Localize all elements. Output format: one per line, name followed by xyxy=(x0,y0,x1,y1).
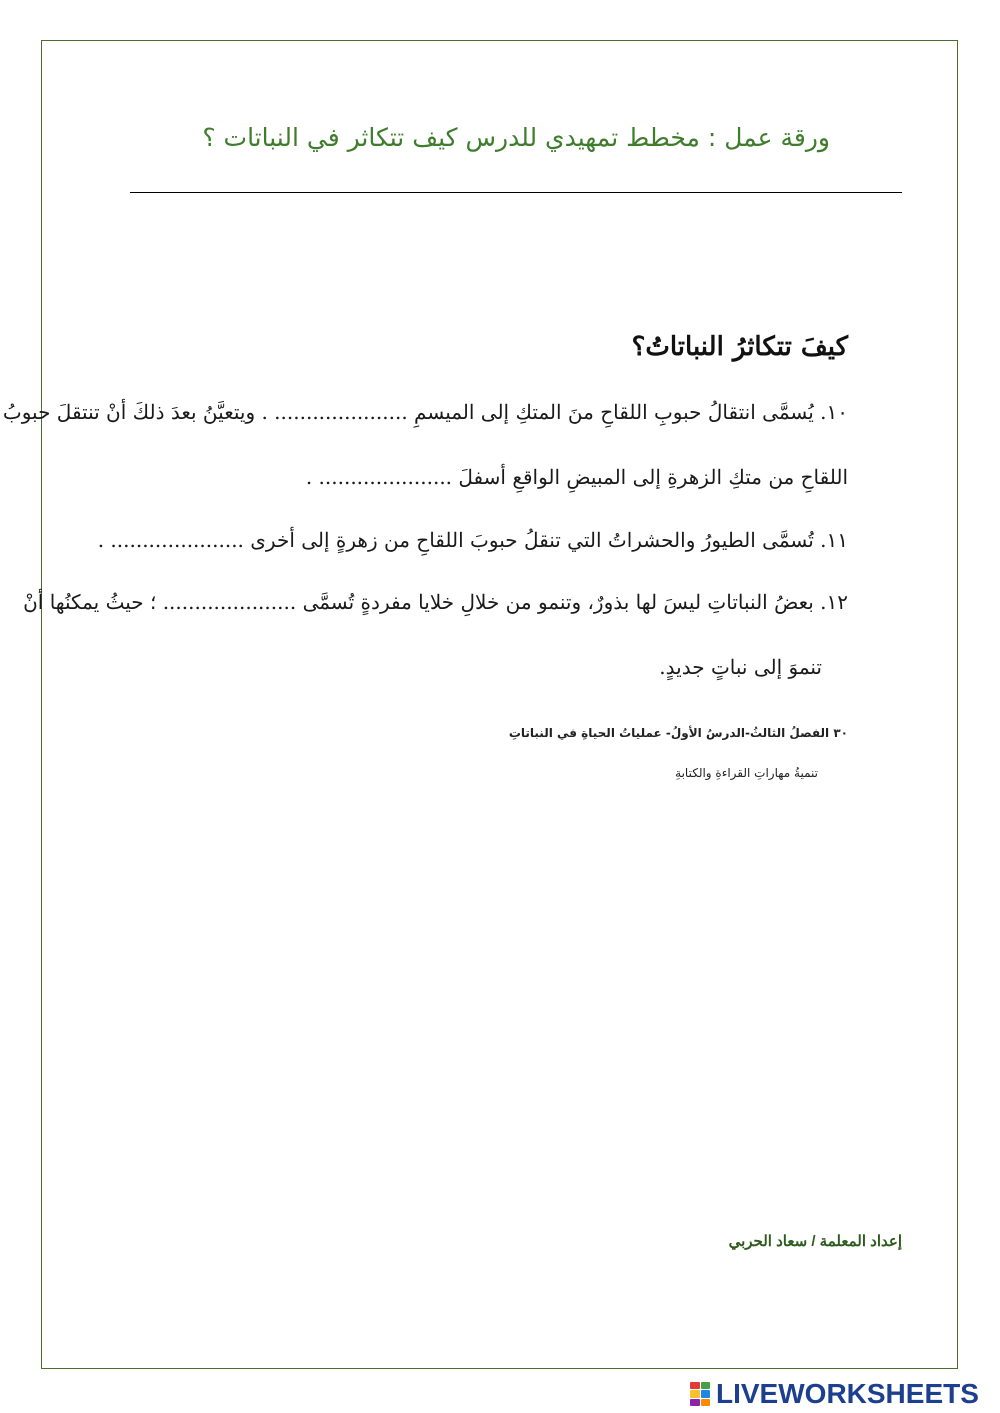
question-10-line-2: اللقاحِ من متكِ الزهرةِ إلى المبيضِ الواقعِ أسفلَ ..................... . xyxy=(305,465,848,489)
author-credit: إعداد المعلمة / سعاد الحربي xyxy=(728,1233,902,1250)
question-10-line-1: ١٠. يُسمَّى انتقالُ حبوبِ اللقاحِ منَ المتكِ إلى الميسمِ ..................... . ويتعيَّنُ بعدَ ذلكَ أنْ تنتقلَ حبوبُ xyxy=(2,400,848,424)
question-11-line-1: ١١. تُسمَّى الطيورُ والحشراتُ التي تنقلُ حبوبَ اللقاحِ من زهرةٍ إلى أخرى ..................... . xyxy=(97,528,848,552)
page-frame xyxy=(41,40,958,1369)
worksheet-title: ورقة عمل : مخطط تمهيدي للدرس كيف تتكاثر في النباتات ؟ xyxy=(202,123,830,152)
source-chapter-line: ٣٠ الفصلُ الثالثُ-الدرسُ الأولُ- عملياتُ الحياةِ في النباتاتِ xyxy=(508,726,848,740)
question-12-line-1: ١٢. بعضُ النباتاتِ ليسَ لها بذورٌ، وتنمو من خلالِ خلايا مفردةٍ تُسمَّى ..................... ؛ حيثُ يمكنُها أنْ xyxy=(23,590,848,614)
title-underline xyxy=(130,192,902,193)
liveworksheets-wordmark: LIVEWORKSHEETS xyxy=(716,1378,979,1409)
liveworksheets-logo[interactable] xyxy=(690,1378,995,1410)
section-heading: كيفَ تتكاثرُ النباتاتُ؟ xyxy=(631,332,848,362)
liveworksheets-grid-icon xyxy=(690,1382,710,1406)
question-12-line-2: تنموَ إلى نباتٍ جديدٍ. xyxy=(659,655,822,679)
source-skill-line: تنميةُ مهاراتِ القراءةِ والكتابةِ xyxy=(675,766,818,780)
